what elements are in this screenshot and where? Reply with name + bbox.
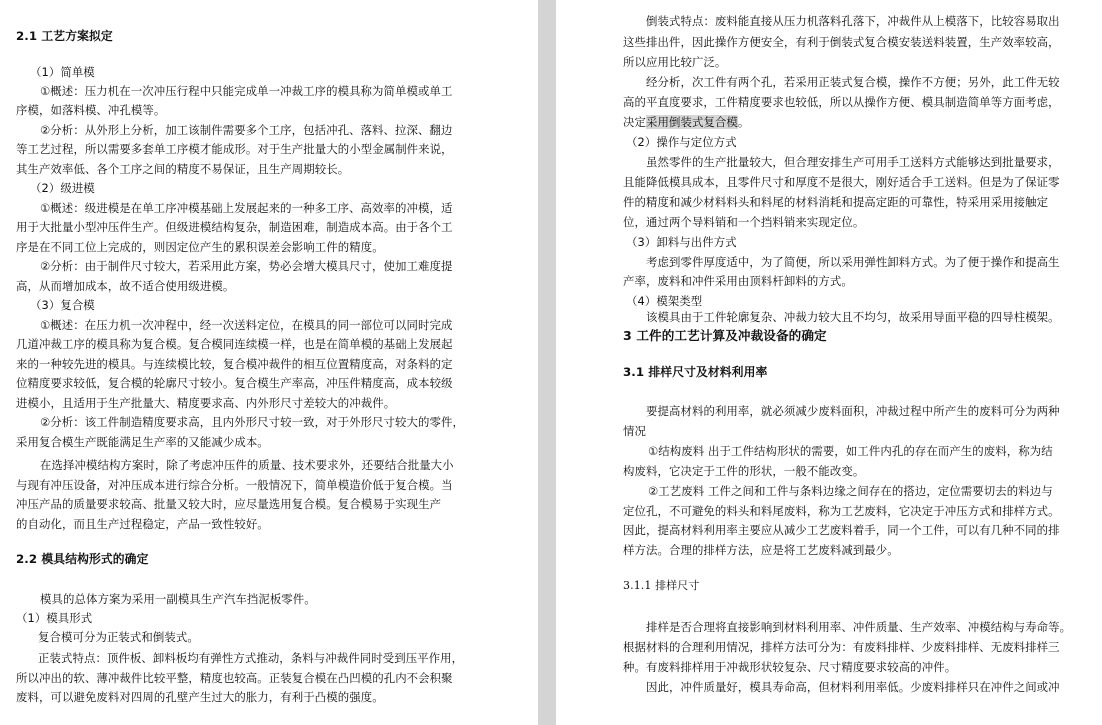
- paragraph-line: ①概述：压力机在一次冲压行程中只能完成单一冲裁工序的模具称为简单模或单工: [40, 84, 453, 98]
- page-gap: [538, 0, 556, 725]
- paragraph-line: ①概述：在压力机一次冲程中，经一次送料定位，在模具的同一部位可以同时完成: [40, 318, 453, 332]
- paragraph-line: 所以冲出的软、薄冲裁件比较平整，精度也较高。正装复合模在凸凹模的孔内不会积聚: [16, 671, 453, 685]
- paragraph-line: 该模具由于工件轮廓复杂、冲裁力较大且不均匀，故采用导面平稳的四导柱模架。: [646, 310, 1060, 324]
- subheading: （3）复合模: [30, 298, 95, 312]
- subheading: （2）级进模: [30, 181, 95, 195]
- paragraph-line: 的自动化，而且生产过程稳定，产品一致性较好。: [16, 517, 269, 531]
- paragraph-line: 所以应用比较广泛。: [623, 55, 727, 69]
- paragraph-line: 复合模可分为正装式和倒装式。: [38, 630, 199, 644]
- paragraph-line: ①概述：级进模是在单工序冲模基础上发展起来的一种多工序、高效率的冲模，适: [40, 201, 453, 215]
- paragraph-line: 根据材料的合理利用情况，排样方法可分为：有废料排样、少废料排样、无废料排样三: [623, 640, 1060, 654]
- paragraph-line: 模具的总体方案为采用一副模具生产汽车挡泥板零件。: [40, 592, 316, 606]
- paragraph-line: 种。有废料排样用于冲裁形状较复杂、尺寸精度要求较高的冲件。: [623, 660, 957, 674]
- paragraph-line: 采用复合模生产既能满足生产率的又能减少成本。: [16, 435, 269, 449]
- paragraph-line: ②分析：该工件制造精度要求高，且内外形尺寸较一致，对于外形尺寸较大的零件，: [40, 415, 464, 429]
- paragraph-line: 在选择冲模结构方案时，除了考虑冲压件的质量、技术要求外，还要结合批量大小: [40, 458, 454, 472]
- paragraph-line: 要提高材料的利用率，就必须减少废料面积，冲裁过程中所产生的废料可分为两种: [646, 404, 1060, 418]
- paragraph-line: 几道冲裁工序的模具称为复合模。复合模同连续模一样，也是在简单模的基础上发展起: [16, 337, 453, 351]
- subheading: （1）模具形式: [16, 611, 93, 625]
- paragraph-line: 废料，可以避免废料对四周的孔壁产生过大的胀力，有利于凸模的强度。: [16, 690, 384, 704]
- paragraph-line: 倒装式特点：废料能直接从压力机落料孔落下，冲裁件从上模落下，比较容易取出: [646, 14, 1060, 28]
- paragraph-line: 进模小，且适用于生产批量大、精度要求高、内外形尺寸差较大的冲裁件。: [16, 396, 396, 410]
- paragraph-line: 产率，废料和冲件采用由顶料杆卸料的方式。: [623, 274, 853, 288]
- paragraph-line: 因此，冲件质量好，模具寿命高，但材料利用率低。少废料排样只在冲件之间或冲: [646, 680, 1060, 694]
- paragraph-line: 等工艺过程，所以需要多套单工序模才能成形。对于生产批量大的小型金属制件来说，: [16, 142, 453, 156]
- paragraph-line: ①结构废料 出于工件结构形状的需要，如工件内孔的存在而产生的废料，称为结: [648, 444, 1053, 458]
- section-heading: 2.2 模具结构形式的确定: [16, 552, 149, 566]
- subheading: （1）简单模: [30, 65, 95, 79]
- chapter-heading: 3 工件的工艺计算及冲裁设备的确定: [623, 328, 827, 343]
- text-run: 决定: [623, 115, 646, 129]
- document-page-left: [0, 0, 538, 725]
- paragraph-line: [623, 114, 749, 130]
- paragraph-line: 且能降低模具成本，且零件尺寸和厚度不是很大，刚好适合手工送料。但是为了保证零: [623, 175, 1060, 189]
- subheading: （3）卸料与出件方式: [626, 235, 737, 249]
- paragraph-line: 来的一种较先进的模具。与连续模比较，复合模冲裁件的相互位置精度高，对条料的定: [16, 357, 453, 371]
- subheading: （4）模架类型: [626, 294, 703, 308]
- paragraph-line: 位精度要求较低，复合模的轮廓尺寸较小。复合模生产率高，冲压件精度高，成本较级: [16, 376, 453, 390]
- paragraph-line: 序是在不同工位上完成的，则因定位产生的累积误差会影响工件的精度。: [16, 240, 384, 254]
- section-heading: 3.1 排样尺寸及材料利用率: [623, 365, 768, 379]
- paragraph-line: 位，通过两个导料销和一个挡料销来实现定位。: [623, 215, 865, 229]
- paragraph-line: 情况: [623, 424, 646, 438]
- paragraph-line: 正装式特点：顶件板、卸料板均有弹性方式推动，条料与冲裁件同时受到压平作用，: [38, 651, 464, 665]
- paragraph-line: 考虑到零件厚度适中，为了简便，所以采用弹性卸料方式。为了便于操作和提高生: [646, 255, 1060, 269]
- paragraph-line: 件的精度和减少材料料头和料尾的材料消耗和提高定距的可靠性，特采用采用接触定: [623, 195, 1049, 209]
- paragraph-line: 用于大批量小型冲压件生产。但级进模结构复杂，制造困难，制造成本高。由于各个工: [16, 220, 453, 234]
- paragraph-line: 与现有冲压设备，对冲压成本进行综合分析。一般情况下，简单模造价低于复合模。当: [16, 478, 453, 492]
- paragraph-line: 定位孔，不可避免的料头和料尾废料，称为工艺废料，它决定于冲压方式和排样方式。: [623, 504, 1060, 518]
- paragraph-line: ②分析：由于制件尺寸较大，若采用此方案，势必会增大模具尺寸，使加工难度提: [40, 259, 453, 273]
- paragraph-line: 经分析，次工件有两个孔，若采用正装式复合模，操作不方便；另外，此工件无较: [646, 75, 1060, 89]
- section-heading: 2.1 工艺方案拟定: [16, 29, 113, 43]
- paragraph-line: ②工艺废料 工件之间和工件与条料边缘之间存在的搭边，定位需要切去的料边与: [648, 484, 1053, 498]
- text-run: 。: [737, 115, 750, 129]
- subheading: （2）操作与定位方式: [626, 135, 737, 149]
- paragraph-line: 序模，如落料模、冲孔模等。: [16, 103, 166, 117]
- paragraph-line: 虽然零件的生产批量较大，但合理安排生产可用手工送料方式能够达到批量要求，: [646, 155, 1060, 169]
- paragraph-line: 高的平直度要求，工件精度要求也较低，所以从操作方便、模具制造简单等方面考虑，: [623, 95, 1060, 109]
- paragraph-line: ②分析：从外形上分析，加工该制件需要多个工序，包括冲孔、落料、拉深、翻边: [40, 123, 453, 137]
- paragraph-line: 样方法。合理的排样方法，应是将工艺废料减到最少。: [623, 543, 899, 557]
- document-page-right: [556, 0, 1102, 725]
- paragraph-line: 排样是否合理将直接影响到材料利用率、冲件质量、生产效率、冲模结构与寿命等。: [646, 620, 1072, 634]
- paragraph-line: 因此，提高材料利用率主要应从减少工艺废料着手，同一个工件，可以有几种不同的排: [623, 523, 1060, 537]
- paragraph-line: 冲压产品的质量要求较高、批量又较大时，应尽量选用复合模。复合模易于实现生产: [16, 497, 442, 511]
- subsection-heading: 3.1.1 排样尺寸: [623, 579, 700, 592]
- selected-text[interactable]: 采用倒装式复合模: [645, 115, 738, 129]
- paragraph-line: 构废料，它决定于工件的形状，一般不能改变。: [623, 464, 865, 478]
- paragraph-line: 其生产效率低、各个工序之间的精度不易保证，且生产周期较长。: [16, 162, 350, 176]
- paragraph-line: 这些排出件，因此操作方便安全，有利于倒装式复合模安装送料装置，生产效率较高，: [623, 35, 1060, 49]
- paragraph-line: 高，从而增加成本，故不适合使用级进模。: [16, 279, 235, 293]
